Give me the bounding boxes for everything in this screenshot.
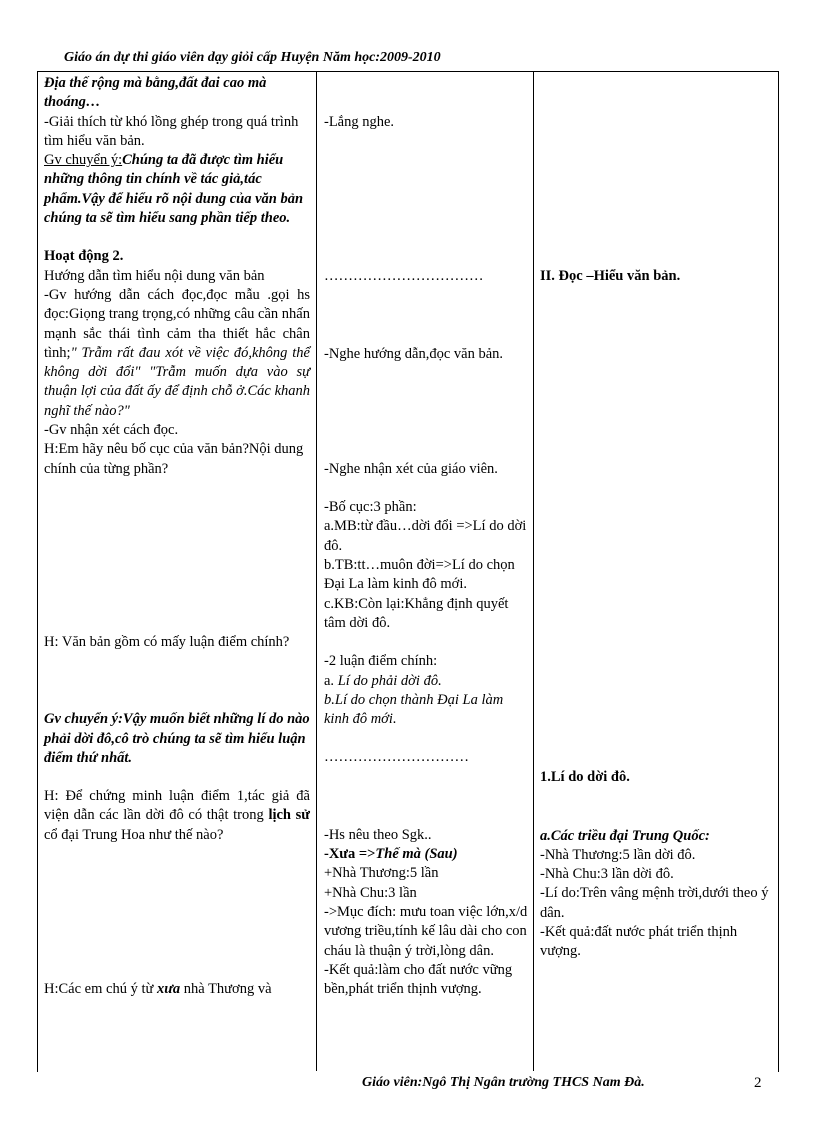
response-line: -Xưa =>Thế mà (Sau)	[324, 846, 458, 863]
response-line: -2 luận điểm chính:	[324, 653, 438, 670]
response-line: -Lắng nghe.	[324, 114, 395, 130]
response-line: -Nghe nhận xét của giáo viên.	[324, 460, 498, 477]
document-header: Giáo án dự thi giáo viên dạy giỏi cấp Huyện Năm học:2009-2010	[64, 50, 441, 65]
response-line: b.TB:tt…muôn đời=>Lí do chọn Đại La làm kinh đô mới.	[324, 557, 515, 593]
column-divider-1	[316, 71, 317, 1071]
note-line: -Nhà Chu:3 lần dời đô.	[540, 866, 674, 883]
section-heading: II. Đọc –Hiểu văn bản.	[540, 268, 681, 284]
text-paragraph: -Gv hướng dẫn cách đọc,đọc mẫu .gọi hs đọc:Giọng trang trọng,có những câu cần nhấn mạnh sắc thái tình cảm tha thiết hắc chân tình;" Trẫm rất đau xót về việc đó,không thể không dời đổi" "Trẫm muốn dựa vào sự thuận lợi của đất ấy để định chỗ ở.Các khanh nghĩ thế nào?"	[44, 286, 310, 419]
board-notes-column	[540, 74, 772, 962]
question: H:Các em chú ý từ xưa nhà Thương và	[44, 981, 272, 998]
response-line: ->Mục đích: mưu toan việc lớn,x/d vương triều,tính kế lâu dài cho con cháu là thuận ý trời,lòng dân.	[324, 903, 528, 959]
text-paragraph: Hướng dẫn tìm hiểu nội dung văn bản	[44, 267, 265, 284]
transition-label: Gv chuyển ý:	[44, 152, 123, 169]
note-line: -Kết quả:đất nước phát triển thịnh vượng.	[540, 924, 738, 960]
note-line: -Lí do:Trên vâng mệnh trời,dưới theo ý dân.	[540, 885, 769, 921]
section-heading: Hoạt động 2.	[44, 248, 124, 265]
section-heading: 1.Lí do dời đô.	[540, 769, 630, 786]
response-line: c.KB:Còn lại:Khẳng định quyết tâm dời đô.	[324, 595, 509, 631]
transition-note: Gv chuyển ý:Vậy muốn biết những lí do nào phải dời đô,cô trò chúng ta sẽ tìm hiểu luận điểm thứ nhất.	[44, 711, 310, 766]
document-footer: Giáo viên:Ngô Thị Ngân trường THCS Nam Đà.	[362, 1075, 645, 1090]
transition-note: Gv chuyển ý:Chúng ta đã được tìm hiểu những thông tin chính về tác giả,tác phẩm.Vậy để hiểu rõ nội dung của văn bản chúng ta sẽ tìm hiểu sang phần tiếp theo.	[44, 152, 304, 227]
response-line: +Nhà Chu:3 lần	[324, 884, 417, 901]
response-line: b.Lí do chọn thành Đại La làm kinh đô mới.	[324, 691, 504, 728]
note-line: -Nhà Thương:5 lần dời đô.	[540, 846, 696, 863]
question: H: Văn bản gồm có mấy luận điểm chính?	[44, 633, 290, 650]
text-paragraph: -Gv nhận xét cách đọc.	[44, 422, 179, 439]
question: H:Em hãy nêu bố cục của văn bản?Nội dung chính của từng phần?	[44, 441, 304, 477]
response-line: a.MB:từ đầu…dời đổi =>Lí do dời đô.	[324, 518, 527, 554]
response-line: -Kết quả:làm cho đất nước vững bền,phát triển thịnh vượng.	[324, 961, 513, 998]
dotted-line: …………………………	[324, 749, 469, 766]
subsection-heading: a.Các triều đại Trung Quốc:	[540, 827, 710, 844]
response-line: -Bố cục:3 phần:	[324, 499, 417, 516]
dotted-line: ……………………………	[324, 268, 484, 285]
question: H: Để chứng minh luận điểm 1,tác giả đã viện dẫn các lần dời đô có thật trong lịch sử cổ đại Trung Hoa như thế nào?	[44, 788, 311, 843]
response-line: a. Lí do phải dời đô.	[324, 672, 442, 689]
page-number: 2	[754, 1075, 762, 1091]
response-line: -Hs nêu theo Sgk..	[324, 826, 432, 843]
text-paragraph: -Giải thích từ khó lồng ghép trong quá trình tìm hiểu văn bản.	[44, 113, 299, 149]
student-activity-column	[324, 74, 529, 999]
response-line: +Nhà Thương:5 lần	[324, 865, 439, 882]
response-line: -Nghe hướng dẫn,đọc văn bản.	[324, 345, 504, 362]
column-divider-2	[533, 71, 534, 1071]
text-paragraph: Địa thế rộng mà bằng,đất đai cao mà thoáng…	[44, 75, 267, 111]
teacher-activity-column	[44, 74, 310, 999]
